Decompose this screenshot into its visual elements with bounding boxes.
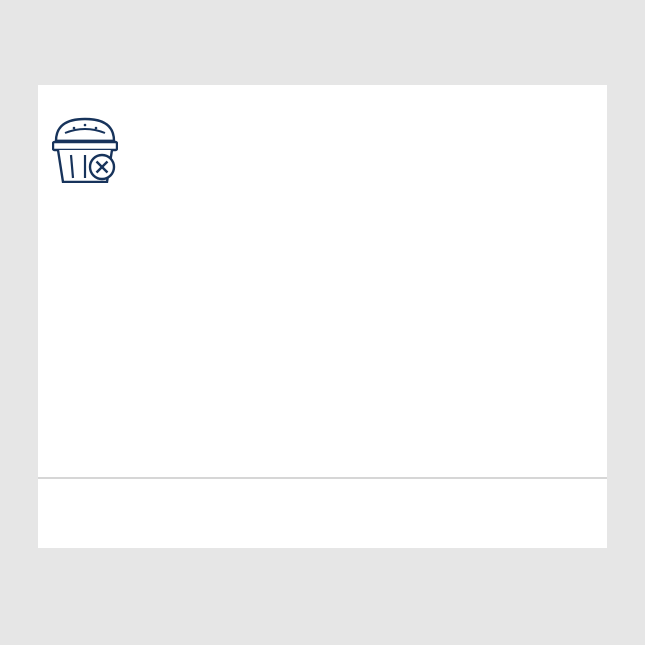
divider (38, 477, 607, 479)
food-bin-icon (52, 111, 118, 183)
calendar-sheet (38, 85, 607, 548)
